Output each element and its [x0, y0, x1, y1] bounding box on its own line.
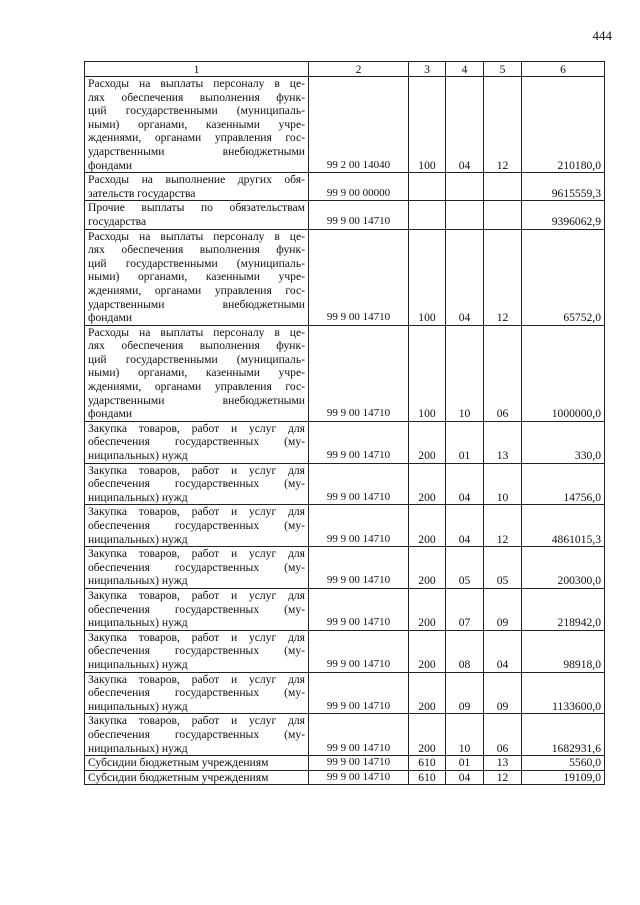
row-amount: 14756,0 [522, 463, 605, 505]
expense-name-line: ждениями, органами управления гос- [88, 380, 305, 394]
row-expense-name [85, 325, 309, 421]
table-row [85, 714, 605, 756]
row-amount: 200300,0 [522, 547, 605, 589]
row-amount: 65752,0 [522, 229, 605, 325]
row-subsection: 04 [484, 630, 522, 672]
row-section [446, 173, 484, 201]
row-target-code: 99 9 00 14710 [309, 547, 409, 589]
page-number: 444 [592, 28, 612, 43]
table-row [85, 201, 605, 229]
row-subsection: 12 [484, 505, 522, 547]
table-row [85, 770, 605, 785]
row-amount: 19109,0 [522, 770, 605, 785]
row-target-code: 99 9 00 14710 [309, 421, 409, 463]
table-row [85, 77, 605, 173]
row-subsection [484, 173, 522, 201]
table-row [85, 547, 605, 589]
table-row [85, 229, 605, 325]
header-col-2: 2 [309, 62, 409, 77]
row-section: 04 [446, 770, 484, 785]
expense-name-line: ными) органами, казенными учре- [88, 366, 305, 380]
row-subsection: 09 [484, 672, 522, 714]
header-col-3: 3 [409, 62, 446, 77]
row-amount: 1682931,6 [522, 714, 605, 756]
row-expense-name [85, 770, 309, 785]
row-target-code: 99 9 00 14710 [309, 229, 409, 325]
row-target-code: 99 9 00 00000 [309, 173, 409, 201]
row-expense-type: 100 [409, 325, 446, 421]
row-expense-type [409, 201, 446, 229]
expense-name-line: фондами [88, 407, 133, 421]
expense-name-line: ниципальных) нужд [88, 657, 188, 671]
expense-name-line: Субсидии бюджетным учреждениям [88, 756, 269, 770]
table-row [85, 325, 605, 421]
row-subsection: 06 [484, 714, 522, 756]
row-target-code: 99 9 00 14710 [309, 756, 409, 771]
row-subsection: 13 [484, 756, 522, 771]
expense-name-line: ждениями, органами управления гос- [88, 131, 305, 145]
row-section: 08 [446, 630, 484, 672]
row-target-code: 99 2 00 14040 [309, 77, 409, 173]
table-row [85, 463, 605, 505]
row-section: 04 [446, 505, 484, 547]
expense-name-line: Закупка товаров, работ и услуг для [88, 630, 305, 644]
table-row [85, 505, 605, 547]
expense-name-line: лях обеспечения выполнения функ- [88, 90, 305, 104]
row-section: 05 [446, 547, 484, 589]
header-col-6: 6 [522, 62, 605, 77]
row-expense-type: 610 [409, 770, 446, 785]
row-expense-name [85, 463, 309, 505]
row-section [446, 201, 484, 229]
row-expense-name [85, 173, 309, 201]
row-expense-type: 200 [409, 421, 446, 463]
expense-name-line: Закупка товаров, работ и услуг для [88, 714, 305, 728]
row-expense-type: 200 [409, 463, 446, 505]
expense-name-line: ными) органами, казенными учре- [88, 270, 305, 284]
row-target-code: 99 9 00 14710 [309, 201, 409, 229]
expense-name-line: фондами [88, 311, 133, 325]
row-amount: 218942,0 [522, 588, 605, 630]
row-expense-name [85, 714, 309, 756]
expense-name-line: обеспечения государственных (му- [88, 727, 305, 741]
table-row [85, 173, 605, 201]
expense-name-line: ниципальных) нужд [88, 699, 188, 713]
table-row [85, 630, 605, 672]
table-row [85, 588, 605, 630]
expense-name-line: ций государственными (муниципаль- [88, 256, 305, 270]
row-amount: 98918,0 [522, 630, 605, 672]
row-expense-type: 200 [409, 630, 446, 672]
expense-name-line: Расходы на выплаты персоналу в це- [88, 325, 305, 339]
row-subsection: 12 [484, 770, 522, 785]
row-target-code: 99 9 00 14710 [309, 325, 409, 421]
row-subsection: 09 [484, 588, 522, 630]
row-amount: 1133600,0 [522, 672, 605, 714]
table-row [85, 756, 605, 771]
row-section: 09 [446, 672, 484, 714]
expense-name-line: фондами [88, 158, 133, 172]
row-expense-name [85, 547, 309, 589]
expense-name-line: ниципальных) нужд [88, 532, 188, 546]
row-target-code: 99 9 00 14710 [309, 770, 409, 785]
expense-name-line: ций государственными (муниципаль- [88, 352, 305, 366]
row-expense-name [85, 588, 309, 630]
expense-name-line: ниципальных) нужд [88, 490, 188, 504]
expense-name-line: ниципальных) нужд [88, 449, 188, 463]
expense-name-line: Закупка товаров, работ и услуг для [88, 672, 305, 686]
expense-name-line: обеспечения государственных (му- [88, 519, 305, 532]
row-amount: 9615559,3 [522, 173, 605, 201]
expense-name-line: ждениями, органами управления гос- [88, 283, 305, 297]
row-target-code: 99 9 00 14710 [309, 505, 409, 547]
row-expense-type: 200 [409, 714, 446, 756]
row-amount: 5560,0 [522, 756, 605, 771]
expense-name-line: ниципальных) нужд [88, 574, 188, 588]
row-section: 04 [446, 77, 484, 173]
row-target-code: 99 9 00 14710 [309, 672, 409, 714]
row-expense-type: 610 [409, 756, 446, 771]
row-subsection: 12 [484, 77, 522, 173]
table-row [85, 421, 605, 463]
expense-name-line: лях обеспечения выполнения функ- [88, 243, 305, 257]
row-expense-name [85, 672, 309, 714]
row-section: 10 [446, 714, 484, 756]
row-target-code: 99 9 00 14710 [309, 630, 409, 672]
row-expense-name [85, 77, 309, 173]
row-expense-name [85, 201, 309, 229]
row-expense-type: 100 [409, 77, 446, 173]
row-target-code: 99 9 00 14710 [309, 714, 409, 756]
expense-name-line: Расходы на выплаты персоналу в це- [88, 77, 305, 90]
header-col-1: 1 [85, 62, 309, 77]
expense-name-line: Расходы на выполнение других обя- [88, 173, 305, 187]
expense-name-line: ударственными внебюджетными [88, 393, 305, 407]
row-expense-name [85, 421, 309, 463]
row-subsection [484, 201, 522, 229]
expense-name-line: Субсидии бюджетным учреждениям [88, 770, 269, 784]
row-amount: 1000000,0 [522, 325, 605, 421]
expense-name-line: Расходы на выплаты персоналу в це- [88, 229, 305, 243]
expense-name-line: лях обеспечения выполнения функ- [88, 339, 305, 353]
row-target-code: 99 9 00 14710 [309, 463, 409, 505]
row-amount: 4861015,3 [522, 505, 605, 547]
expense-name-line: Закупка товаров, работ и услуг для [88, 588, 305, 602]
expense-name-line: Закупка товаров, работ и услуг для [88, 463, 305, 477]
expense-name-line: Закупка товаров, работ и услуг для [88, 421, 305, 435]
expense-name-line: Закупка товаров, работ и услуг для [88, 505, 305, 519]
row-target-code: 99 9 00 14710 [309, 588, 409, 630]
expense-name-line: ными) органами, казенными учре- [88, 117, 305, 131]
row-amount: 9396062,9 [522, 201, 605, 229]
header-col-4: 4 [446, 62, 484, 77]
expense-name-line: Прочие выплаты по обязательствам [88, 201, 305, 215]
expense-name-line: ниципальных) нужд [88, 741, 188, 755]
expense-name-line: обеспечения государственных (му- [88, 477, 305, 491]
expense-name-line: ниципальных) нужд [88, 616, 188, 630]
row-amount: 330,0 [522, 421, 605, 463]
expense-name-line: ударственными внебюджетными [88, 144, 305, 158]
row-subsection: 10 [484, 463, 522, 505]
row-expense-name [85, 229, 309, 325]
table-header-row [85, 62, 605, 77]
row-section: 10 [446, 325, 484, 421]
row-section: 01 [446, 421, 484, 463]
row-expense-type: 200 [409, 588, 446, 630]
row-subsection: 06 [484, 325, 522, 421]
row-subsection: 05 [484, 547, 522, 589]
row-subsection: 12 [484, 229, 522, 325]
row-amount: 210180,0 [522, 77, 605, 173]
row-section: 07 [446, 588, 484, 630]
row-expense-type: 200 [409, 547, 446, 589]
expense-name-line: зательств государства [88, 186, 196, 200]
budget-table [84, 61, 605, 785]
row-expense-name [85, 630, 309, 672]
table-body [85, 77, 605, 785]
expense-name-line: ций государственными (муниципаль- [88, 104, 305, 118]
row-expense-type: 200 [409, 505, 446, 547]
expense-name-line: обеспечения государственных (му- [88, 644, 305, 658]
expense-name-line: обеспечения государственных (му- [88, 435, 305, 449]
row-expense-type: 100 [409, 229, 446, 325]
row-section: 04 [446, 463, 484, 505]
header-col-5: 5 [484, 62, 522, 77]
row-expense-type: 200 [409, 672, 446, 714]
row-expense-name [85, 505, 309, 547]
row-section: 01 [446, 756, 484, 771]
row-section: 04 [446, 229, 484, 325]
expense-name-line: ударственными внебюджетными [88, 297, 305, 311]
expense-name-line: обеспечения государственных (му- [88, 602, 305, 616]
table-row [85, 672, 605, 714]
expense-name-line: Закупка товаров, работ и услуг для [88, 547, 305, 561]
expense-name-line: обеспечения государственных (му- [88, 560, 305, 574]
row-expense-name [85, 756, 309, 771]
expense-name-line: государства [88, 214, 147, 228]
row-expense-type [409, 173, 446, 201]
expense-name-line: обеспечения государственных (му- [88, 686, 305, 700]
row-subsection: 13 [484, 421, 522, 463]
